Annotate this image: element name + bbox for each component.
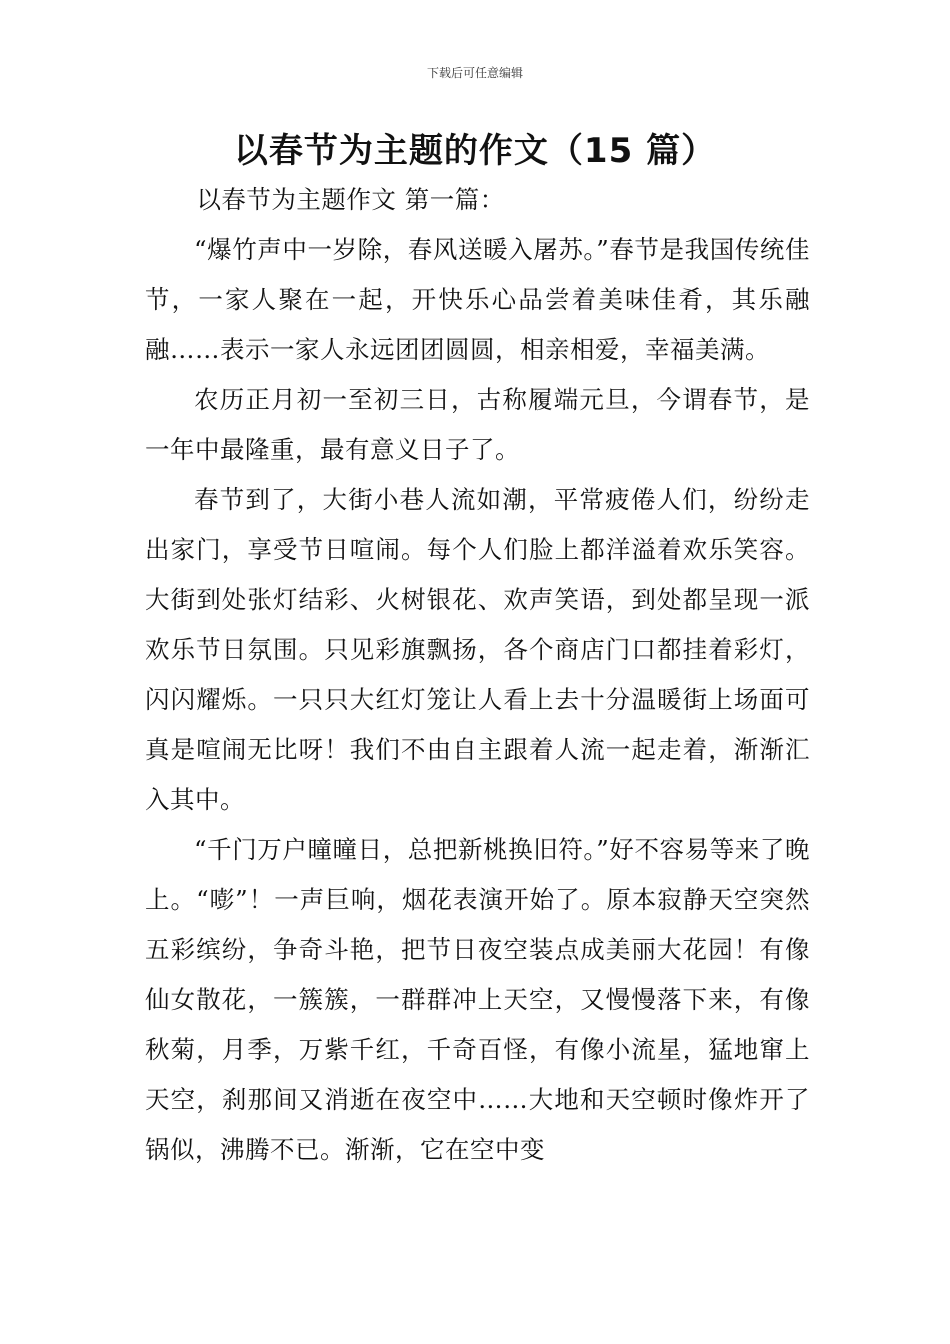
document-title: 以春节为主题的作文（15 篇） (233, 131, 717, 171)
paragraph-4: “千门万户曈曈日，总把新桃换旧符。”好不容易等来了晚上。“嘭”！一声巨响，烟花表演开始了。原本寂静天空突然五彩缤纷，争奇斗艳，把节日夜空装点成美丽大花园！有像仙女散花，一簇簇，一群群冲上天空，又慢慢落下来，有像秋菊，月季，万紫千红，千奇百怪，有像小流星，猛地窜上天空，刹那间又消逝在夜空中……大地和天空顿时像炸开了锅似，沸腾不已。渐渐，它在空中变 (145, 835, 810, 1164)
essay-subtitle: 以春节为主题作文 第一篇： (196, 185, 505, 214)
document-body (145, 175, 810, 1175)
paragraph-2: 农历正月初一至初三日，古称履端元旦，今谓春节，是一年中最隆重，最有意义日子了。 (145, 385, 810, 464)
header-note: 下载后可任意编辑 (426, 66, 523, 80)
paragraph-1: “爆竹声中一岁除，春风送暖入屠苏。”春节是我国传统佳节，一家人聚在一起，开快乐心品尝着美味佳肴，其乐融融……表示一家人永远团团圆圆，相亲相爱，幸福美满。 (145, 235, 810, 364)
paragraph-3: 春节到了，大街小巷人流如潮，平常疲倦人们，纷纷走出家门，享受节日喧闹。每个人们脸上都洋溢着欢乐笑容。大街到处张灯结彩、火树银花、欢声笑语，到处都呈现一派欢乐节日氛围。只见彩旗飘扬，各个商店门口都挂着彩灯，闪闪耀烁。一只只大红灯笼让人看上去十分温暖街上场面可真是喧闹无比呀！我们不由自主跟着人流一起走着，渐渐汇入其中。 (145, 485, 810, 814)
